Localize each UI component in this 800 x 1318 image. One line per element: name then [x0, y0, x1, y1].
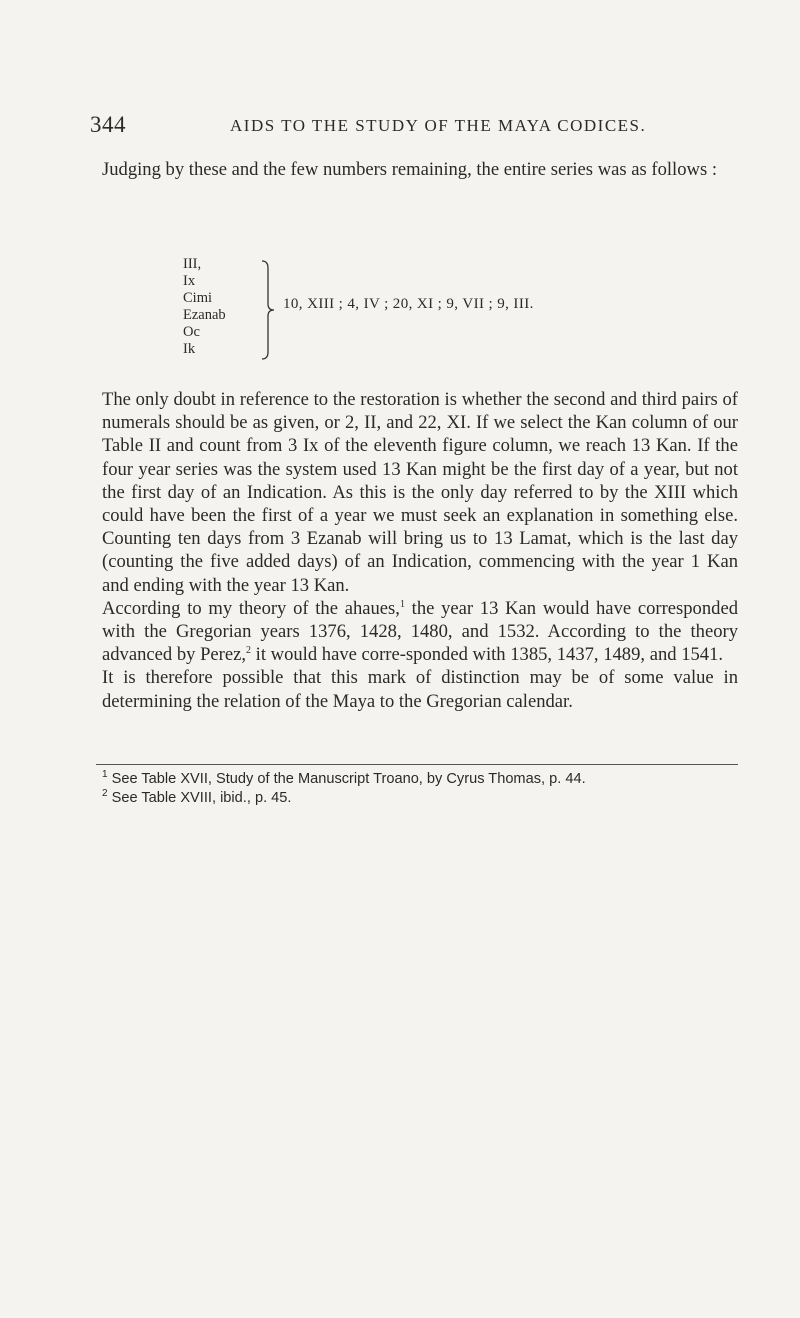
footnote — [102, 770, 738, 789]
running-title: AIDS TO THE STUDY OF THE MAYA CODICES. — [230, 116, 647, 135]
paragraph — [102, 597, 738, 667]
series-values: 10, XIII ; 4, IV ; 20, XI ; 9, VII ; 9, III. — [283, 296, 534, 312]
paragraph: It is therefore possible that this mark of distinction may be of some value in determining the relation of the Maya to the Gregorian calendar. — [102, 667, 738, 712]
page-number: 344 — [90, 112, 126, 137]
paragraph-text: the year 13 Kan would have corresponded with the Gregorian years 1376, 1428, 1480, and 1532. According to the theory advanced by Perez, — [102, 597, 738, 666]
running-head — [90, 112, 740, 138]
day-name: Ix — [183, 273, 196, 289]
footnote-divider — [96, 764, 738, 765]
footnotes — [102, 770, 738, 808]
paragraph-text: it would have corre-sponded with 1385, 1437, 1489, and 1541. — [251, 644, 724, 666]
day-name: III, — [183, 256, 202, 272]
day-name: Oc — [183, 324, 200, 340]
footnote-text: See Table XVIII, ibid., p. 45. — [111, 790, 292, 806]
day-name: Ezanab — [183, 307, 226, 323]
footnote-mark: 1 — [102, 769, 108, 781]
footnote-mark: 2 — [102, 788, 108, 800]
paragraph-text: According to my theory of the ahaues, — [102, 597, 400, 619]
main-text — [102, 388, 738, 713]
paragraph: The only doubt in reference to the restoration is whether the second and third pairs of numerals should be as given, or 2, II, and 22, XI. If we select the Kan column of our Table II and count from 3 Ix of the eleventh figure column, we reach 13 Kan. If the four year series was the system used 13 Kan might be the first day of a year, but not the first day of an Indication. As this is the only day referred to by the XIII which could have been the first of a year we must seek an explanation in something else. Counting ten days from 3 Ezanab will bring us to 13 Lamat, which is the last day (counting the five added days) of an Indication, commencing with the year 1 Kan and ending with the year 13 Kan. — [102, 389, 738, 596]
day-name: Ik — [183, 341, 196, 357]
day-name-list — [183, 256, 243, 358]
day-name: Cimi — [183, 290, 213, 306]
day-series — [183, 256, 703, 376]
intro-paragraph — [102, 158, 738, 181]
footnote-text: See Table XVII, Study of the Manuscript Troano, by Cyrus Thomas, p. 44. — [111, 771, 586, 787]
intro-text: Judging by these and the few numbers remaining, the entire series was as follows : — [102, 159, 717, 180]
right-brace-icon — [261, 260, 275, 360]
footnote — [102, 789, 738, 808]
footnote-ref[interactable]: 1 — [399, 598, 405, 610]
footnote-ref[interactable]: 2 — [246, 645, 252, 657]
